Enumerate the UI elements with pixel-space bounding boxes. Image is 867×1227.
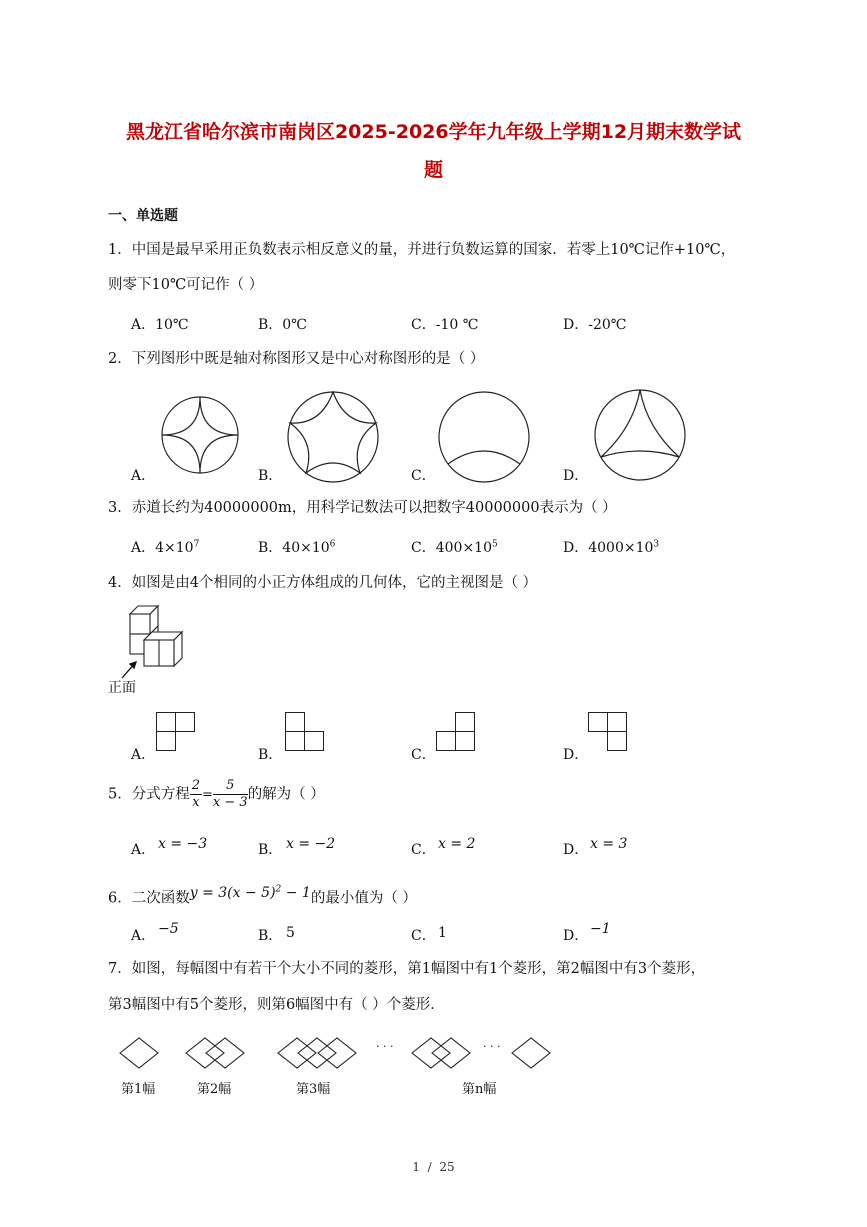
q2-label-a: A．	[131, 468, 156, 484]
caption-figure-2: 第2幅	[197, 1082, 232, 1097]
q4-option-a-grid	[156, 712, 200, 756]
q6-label-d: D．	[563, 928, 589, 944]
q5-option-a: x = −3	[158, 836, 208, 852]
q6-option-c: 1	[438, 925, 447, 941]
q7-ellipsis-1: · · ·	[376, 1040, 394, 1053]
q6-label-a: A．	[131, 928, 156, 944]
question-6: 6．二次函数$y = 3(x - 5)^2 - 1$的最小值为（ ）	[108, 884, 417, 907]
q1-option-d: D．-20℃	[563, 317, 627, 333]
question-2: 2．下列图形中既是轴对称图形又是中心对称图形的是（ ）	[108, 351, 485, 367]
q5-label-a: A．	[131, 842, 156, 858]
q4-label-d: D．	[563, 747, 589, 763]
rhombus-figure-1	[120, 1038, 158, 1068]
figure-d-circle-triangle	[595, 390, 685, 480]
page-number: 1 / 25	[412, 1160, 455, 1174]
rhombus-figure-n	[412, 1038, 550, 1068]
question-7-line2: 第3幅图中有5个菱形，则第6幅图中有（ ）个菱形．	[108, 997, 445, 1013]
front-view-label: 正面	[108, 680, 136, 696]
question-1-line1: 1．中国是最早采用正负数表示相反意义的量，并进行负数运算的国家．若零上10℃记作+10℃，	[108, 242, 736, 258]
q3-option-b: B．$40\times 10^6$	[258, 539, 336, 556]
rhombus-figure-2	[186, 1038, 244, 1068]
q1-option-b: B．0℃	[258, 317, 307, 333]
q4-option-b-grid	[285, 712, 329, 756]
caption-figure-1: 第1幅	[121, 1082, 156, 1097]
figure-b-circle-pentagon	[288, 392, 378, 482]
q6-label-c: C．	[411, 928, 436, 944]
q3-option-c: C．$400\times 10^5$	[411, 539, 498, 556]
q6-option-b: 5	[286, 925, 295, 941]
figure-c-circle-arc	[439, 392, 529, 482]
q7-ellipsis-2: · · ·	[483, 1040, 501, 1053]
q6-option-d: −1	[590, 921, 611, 937]
q5-label-b: B．	[258, 842, 283, 858]
q2-label-b: B．	[258, 468, 283, 484]
q5-option-d: x = 3	[590, 836, 628, 852]
question-7-line1: 7．如图，每幅图中有若干个大小不同的菱形，第1幅图中有1个菱形，第2幅图中有3个菱形，	[108, 961, 706, 977]
q5-option-b: x = −2	[286, 836, 336, 852]
q4-label-a: A．	[131, 747, 156, 763]
section-heading: 一、单选题	[108, 208, 178, 224]
q3-option-a: A．$4\times 10^7$	[131, 539, 200, 556]
q6-label-b: B．	[258, 928, 283, 944]
q4-option-d-grid	[588, 712, 632, 756]
q1-option-c: C．-10 ℃	[411, 317, 479, 333]
q5-label-d: D．	[563, 842, 589, 858]
question-5: 5．分式方程 $\frac{2}{x}$ = $\frac{5}{x - 3}$ 的解为（ ）	[108, 778, 325, 810]
q5-option-c: x = 2	[438, 836, 476, 852]
q3-option-d: D．$4000\times 10^3$	[563, 539, 660, 556]
question-4: 4．如图是由4个相同的小正方体组成的几何体，它的主视图是（ ）	[108, 575, 538, 591]
document-title-line1: 黑龙江省哈尔滨市南岗区2025-2026学年九年级上学期12月期末数学试	[125, 121, 742, 143]
q4-option-c-grid	[436, 712, 480, 756]
q5-label-c: C．	[411, 842, 436, 858]
question-3: 3．赤道长约为40000000m，用科学记数法可以把数字40000000表示为（ ）	[108, 500, 617, 516]
figure-a-circle-astroid	[162, 397, 238, 473]
q2-label-c: C．	[411, 468, 436, 484]
q4-cube-figure	[100, 600, 200, 685]
document-title-line2: 题	[423, 159, 443, 181]
caption-figure-n: 第n幅	[462, 1082, 497, 1097]
q2-label-d: D．	[563, 468, 589, 484]
question-1-line2: 则零下10℃可记作（ ）	[108, 277, 264, 293]
rhombus-figure-3	[278, 1038, 356, 1068]
q1-option-a: A．10℃	[131, 317, 189, 333]
caption-figure-3: 第3幅	[296, 1082, 331, 1097]
q7-rhombus-figures	[110, 1035, 570, 1075]
q6-option-a: −5	[158, 921, 179, 937]
q4-label-b: B．	[258, 747, 283, 763]
q4-label-c: C．	[411, 747, 436, 763]
